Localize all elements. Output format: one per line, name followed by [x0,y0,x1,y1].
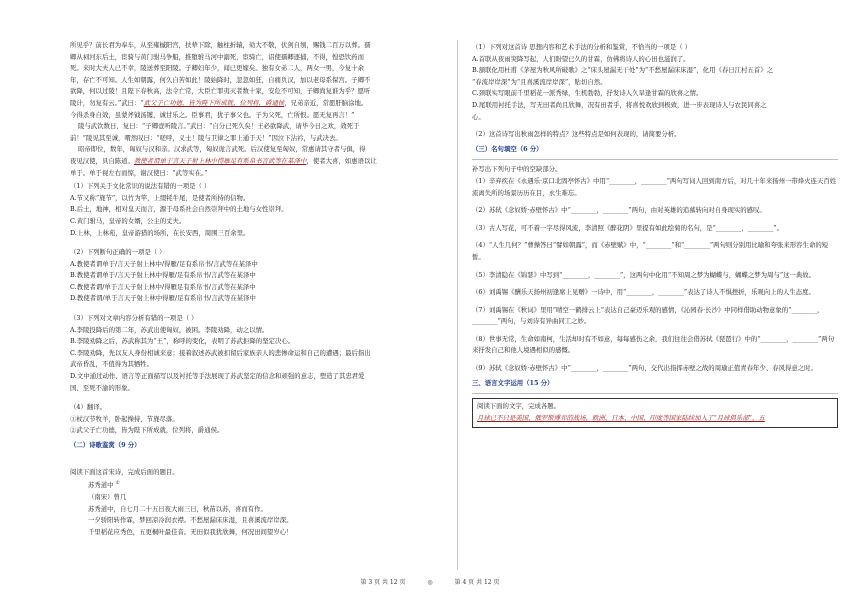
passage-line: 死。来时大夫人已不幸，陵送葬至阳陵。子卿妇年少，闻已更嫁矣。独有女弟二人，两女一男，今复十余 [70,64,364,73]
option-b-cont: “春流岸岸深”为“且喜溪流岸岸深”，贴切自然。 [472,77,607,86]
passage-line: 昭帝即位，数年，匈奴与汉和亲。汉求武等，匈奴诡言武死。后汉使复至匈奴，常惠请其守者与俱，得 [78,145,366,154]
page-number-left: 第 3 页 共 12 页 [360,579,406,586]
option-c: C.黄门驸马，皇帝的女婿，公主的丈夫。 [70,216,186,225]
passage-text: ，兄弟亲近，常愿肝脑涂地。 [284,98,368,107]
option-d: D.上林，上林苑，皇帝游猎的场所，在长安西，周围三百余里。 [70,228,250,237]
question-stem: （4）翻译。 [70,403,107,412]
footer-separator: ◎ [427,579,433,586]
section-heading: （三）名句填空（6 分） [472,144,543,153]
option-d-cont: 心。 [472,112,485,121]
option-d: D.文中通过动作、语言等正面描写以及衬托等手法展现了苏武坚定的信念和顽强的意志，塑造了其忠君爱 [70,372,365,381]
option-a: A.教使者谓单于/言天子射上林中/得雁/足有系帛书/言武等在某泽中 [70,259,258,268]
poem-line: 苏秀道中，自七月二十五日夜大雨三日，秋苗以苏，喜而有作。 [88,504,267,513]
fill-item: （6）刘禹锡《酬乐天扬州初逢席上见赠》一诗中，用“________，________”表达了诗人不惧挫折，乐观向上的人生态度。 [472,288,815,297]
option-c: C.教使者谓/单于言天子射上林中/得雁足有系帛书/言武等在某泽中 [70,282,256,291]
lang-passage-underlined: 月球已不只是美国、俄罗斯博弈的战场，欧洲、日本、中国、印度等国家陆续加入了“月球俱乐部”，五 [477,413,765,422]
page-number-right: 第 4 页 共 12 页 [454,579,500,586]
passage-line: 卿从祠河东后土，宦骑与黄门驸马争船，推堕驸马河中溺死，宦骑亡，诏使孺卿逐捕，不得，惶恐饮药而 [70,52,364,61]
question-2 [70,247,448,305]
poem-line: 一夕骄阳转作霖，梦回凉冷润衣襟。不愁屋漏床床湿，且喜溪流岸岸深。 [88,516,293,525]
option-d: D.尾联用衬托手法，写无田者尚且欣舞，况有田者乎，将喜悦欢欣到极致，进一步表现诗人与农民同喜之 [472,100,767,109]
option-b: B.后土，地神，相对皇天而言，源于母系社会自然崇拜中的土地与女性崇拜。 [70,205,288,214]
passage-text: 夜见汉使，具自陈道。 [70,156,134,165]
page-footer [0,577,860,586]
passage-text: ，使者大喜，如惠语以让 [306,156,377,165]
option-c: C.李陵劝降，先以友人身份相诚来意；接着叙述苏武被扣留后家族亲人的悲惨命运和自己的遭遇；最后指出 [70,348,371,357]
fill-item: （7）刘禹锡在《秋词》里用“晴空一鹤排云上”表达自己豪迈乐观的感情，《沁园春·长沙》中同样借助动物意象的“________，________”两句，与刘诗有异曲同工之妙。 [472,305,824,326]
reading-passage-box [472,398,838,428]
poem-author: （南宋）曾几 [88,492,127,501]
fill-item: （9）苏轼《念奴娇·赤壁怀古》中“________，________”两句，交代出指挥赤壁之战的周瑜正值青春年少、春风得意之时。 [472,364,817,373]
poem-intro: 阅读下面这首宋诗，完成后面的题目。 [70,467,179,476]
question-stem: （3）下列对文章内容分析有错的一项是（ ） [70,314,198,323]
option-d-cont: 国、至死不渝的形象。 [70,383,134,392]
translate-item: ①杖汉节牧羊，卧起操持，节旄尽落。 [70,414,179,423]
poem-question-2: （2）这首诗写出秋雨怎样的特点？这些特点是如何表现的，请简要分析。 [472,130,681,139]
passage-line: 欲降，何以过陵！且陛下春秋高，法令亡常，大臣亡罪夷灭者数十家，安危不可知，子卿尚复谁为乎？愿听 [70,87,371,96]
section-rule [472,159,838,160]
question-1 [70,181,448,239]
question-stem: （1）下列对这首诗 思想内容和艺术手法的分析和鉴赏，不恰当的一项是（ ） [472,43,692,51]
poem-question-1 [472,42,838,123]
left-column [70,40,448,538]
column-divider [457,40,458,570]
option-d: D.教使者谓/单于言天子射上林中得雁/足有系帛书/言武等在某泽中 [70,294,256,303]
fill-item: （5）李清隐在《锦瑟》中写到“________，________”，这两句中化用“不知周之梦为蝴蝶与，蝴蝶之梦为周与”这一典故。 [472,270,816,279]
fill-item: （4）“人生几何？”曹操答曰“譬如朝露”，而《赤壁赋》中，“________”和“________”两句则分别用比喻和夸张来形容生命的短暂。 [472,241,829,261]
passage-line [70,156,448,168]
question-stem: （2）下列断句正确的一项是（ ） [70,248,166,257]
passage-line: 陵与武饮数日，复曰：“子卿壹听陵言。”武曰：“自分已死久矣！王必欲降武，请毕今日之欢，效死于 [78,122,360,131]
fill-item: （1）辛弃疾在《永遇乐·京口北固亭怀古》中用“________，________”两句写词人回到南方后，对几十年来扬州一带烽火连天百姓流离失所的场景历历在目，永生难忘。 [472,176,837,197]
underlined-sentence-2: 教使者谓单于言天子射上林中得雁足有系帛书言武等在某泽中 [133,156,307,165]
section-rule [472,393,838,394]
option-c-cont: 武帝昏乱，不值得为其牺牲。 [70,360,154,369]
section-heading: （二）诗歌鉴赏（9 分） [70,441,141,449]
poem-title [70,478,448,492]
question-3 [70,313,448,394]
translate-item: ②武父子亡功德，皆为陛下所成就，位列将，爵通侯。 [70,426,224,435]
option-a: A.节又称“旄节”，以竹为竿，上缀牦牛尾，是使者所持的信物。 [70,193,250,202]
passage-line: 今得杀身自效，虽蒙斧钺汤镬，诚甘乐之。臣事君，犹子事父也。子为父死，亡所恨。愿无复再言！” [70,110,355,119]
fill-intro: 补写出下列句子中的空缺部分。 [472,165,562,174]
option-b: B.李陵劝降之后，苏武称其为“王”，称呼的变化，表明了苏武拒降的坚定决心。 [70,337,295,346]
poem-line: 千里稻花应秀色，五更桐叶最佳音。无田似我犹欣舞，何况田间望岁心！ [88,527,293,536]
option-b: B.教使者谓单于/言天子射上林中得雁/足有系帛书/言武等在某泽中 [70,271,256,280]
fill-item: （8）世事无常，生命如南柯，生活却时有不如意，每每感伤之余，我们往往会借苏轼《琵琶行》中的“________，________”两句来抒发自己和他人境遇相似的感慨。 [472,334,835,355]
passage-line: 单于。单于视左右而惊，谢汉使曰：“武等实在。” [70,168,208,177]
fill-item: （2）苏轼《念奴娇·赤壁怀古》中“________，________”两句，由对英雄的追慕转向对自身现实的感叹。 [472,206,766,215]
passage-text: 陵计，勿复有云。”武曰：“ [70,98,144,107]
passage-line [70,98,448,110]
option-c: C.颈联实写眼前千里稻花一派秀绿，生机勃勃，抒发诗人久旱逢甘霖的欣喜之情。 [472,89,703,98]
lang-intro: 阅读下面的文字，完成各题。 [477,402,561,411]
question-4 [70,402,448,437]
fill-item: （3）古人写花，可不着一字尽得风流，李清照《醉花阴》里提有如此绘菊的名句，是“________，________”。 [472,223,783,232]
section-heading: 三、语言文字运用（15 分） [472,378,554,387]
option-b: B.颔联化用杜甫《茅屋为秋风所破歌》之“床头屋漏无干处”为“不愁屋漏床床湿”，化用《春日江村五首》之 [472,66,773,75]
poem-footnote-mark: ① [115,481,120,487]
option-a: A.首联从夜雨突降写起，人们盼望已久的甘霖，仿佛将诗人的心田也滋润了。 [472,54,690,63]
question-stem: （1）下列关于文化常识的说法有错的一项是（ ） [70,182,211,191]
option-a: A.李陵投降后的第二年，苏武出使匈奴，被困。李陵劝降，动之以情。 [70,325,269,334]
passage-line: 所见乎？前长君为奉车，从至雍槭阳宫，扶辇下除，触柱折辕，劾大不敬，伏剑自刎，赐钱二百万以葬。孺 [70,41,371,49]
passage-line: 年，存亡不可知。人生如朝露，何久自苦如此！陵始降时，忽忽如狂，自痛负汉，加以老母系保宫。子卿不 [70,75,371,84]
underlined-sentence-1: 武父子亡功德，皆为陛下所成就，位列将，爵通侯 [143,98,285,107]
poem-title-text: 苏秀道中 [88,481,114,490]
right-column [472,40,838,428]
passage-line: 前！”陵见其至诚，喟然叹曰：“嗟呼，义士！陵与卫律之罪上通于天！”因泣下沾衿，与武决去。 [70,133,342,142]
